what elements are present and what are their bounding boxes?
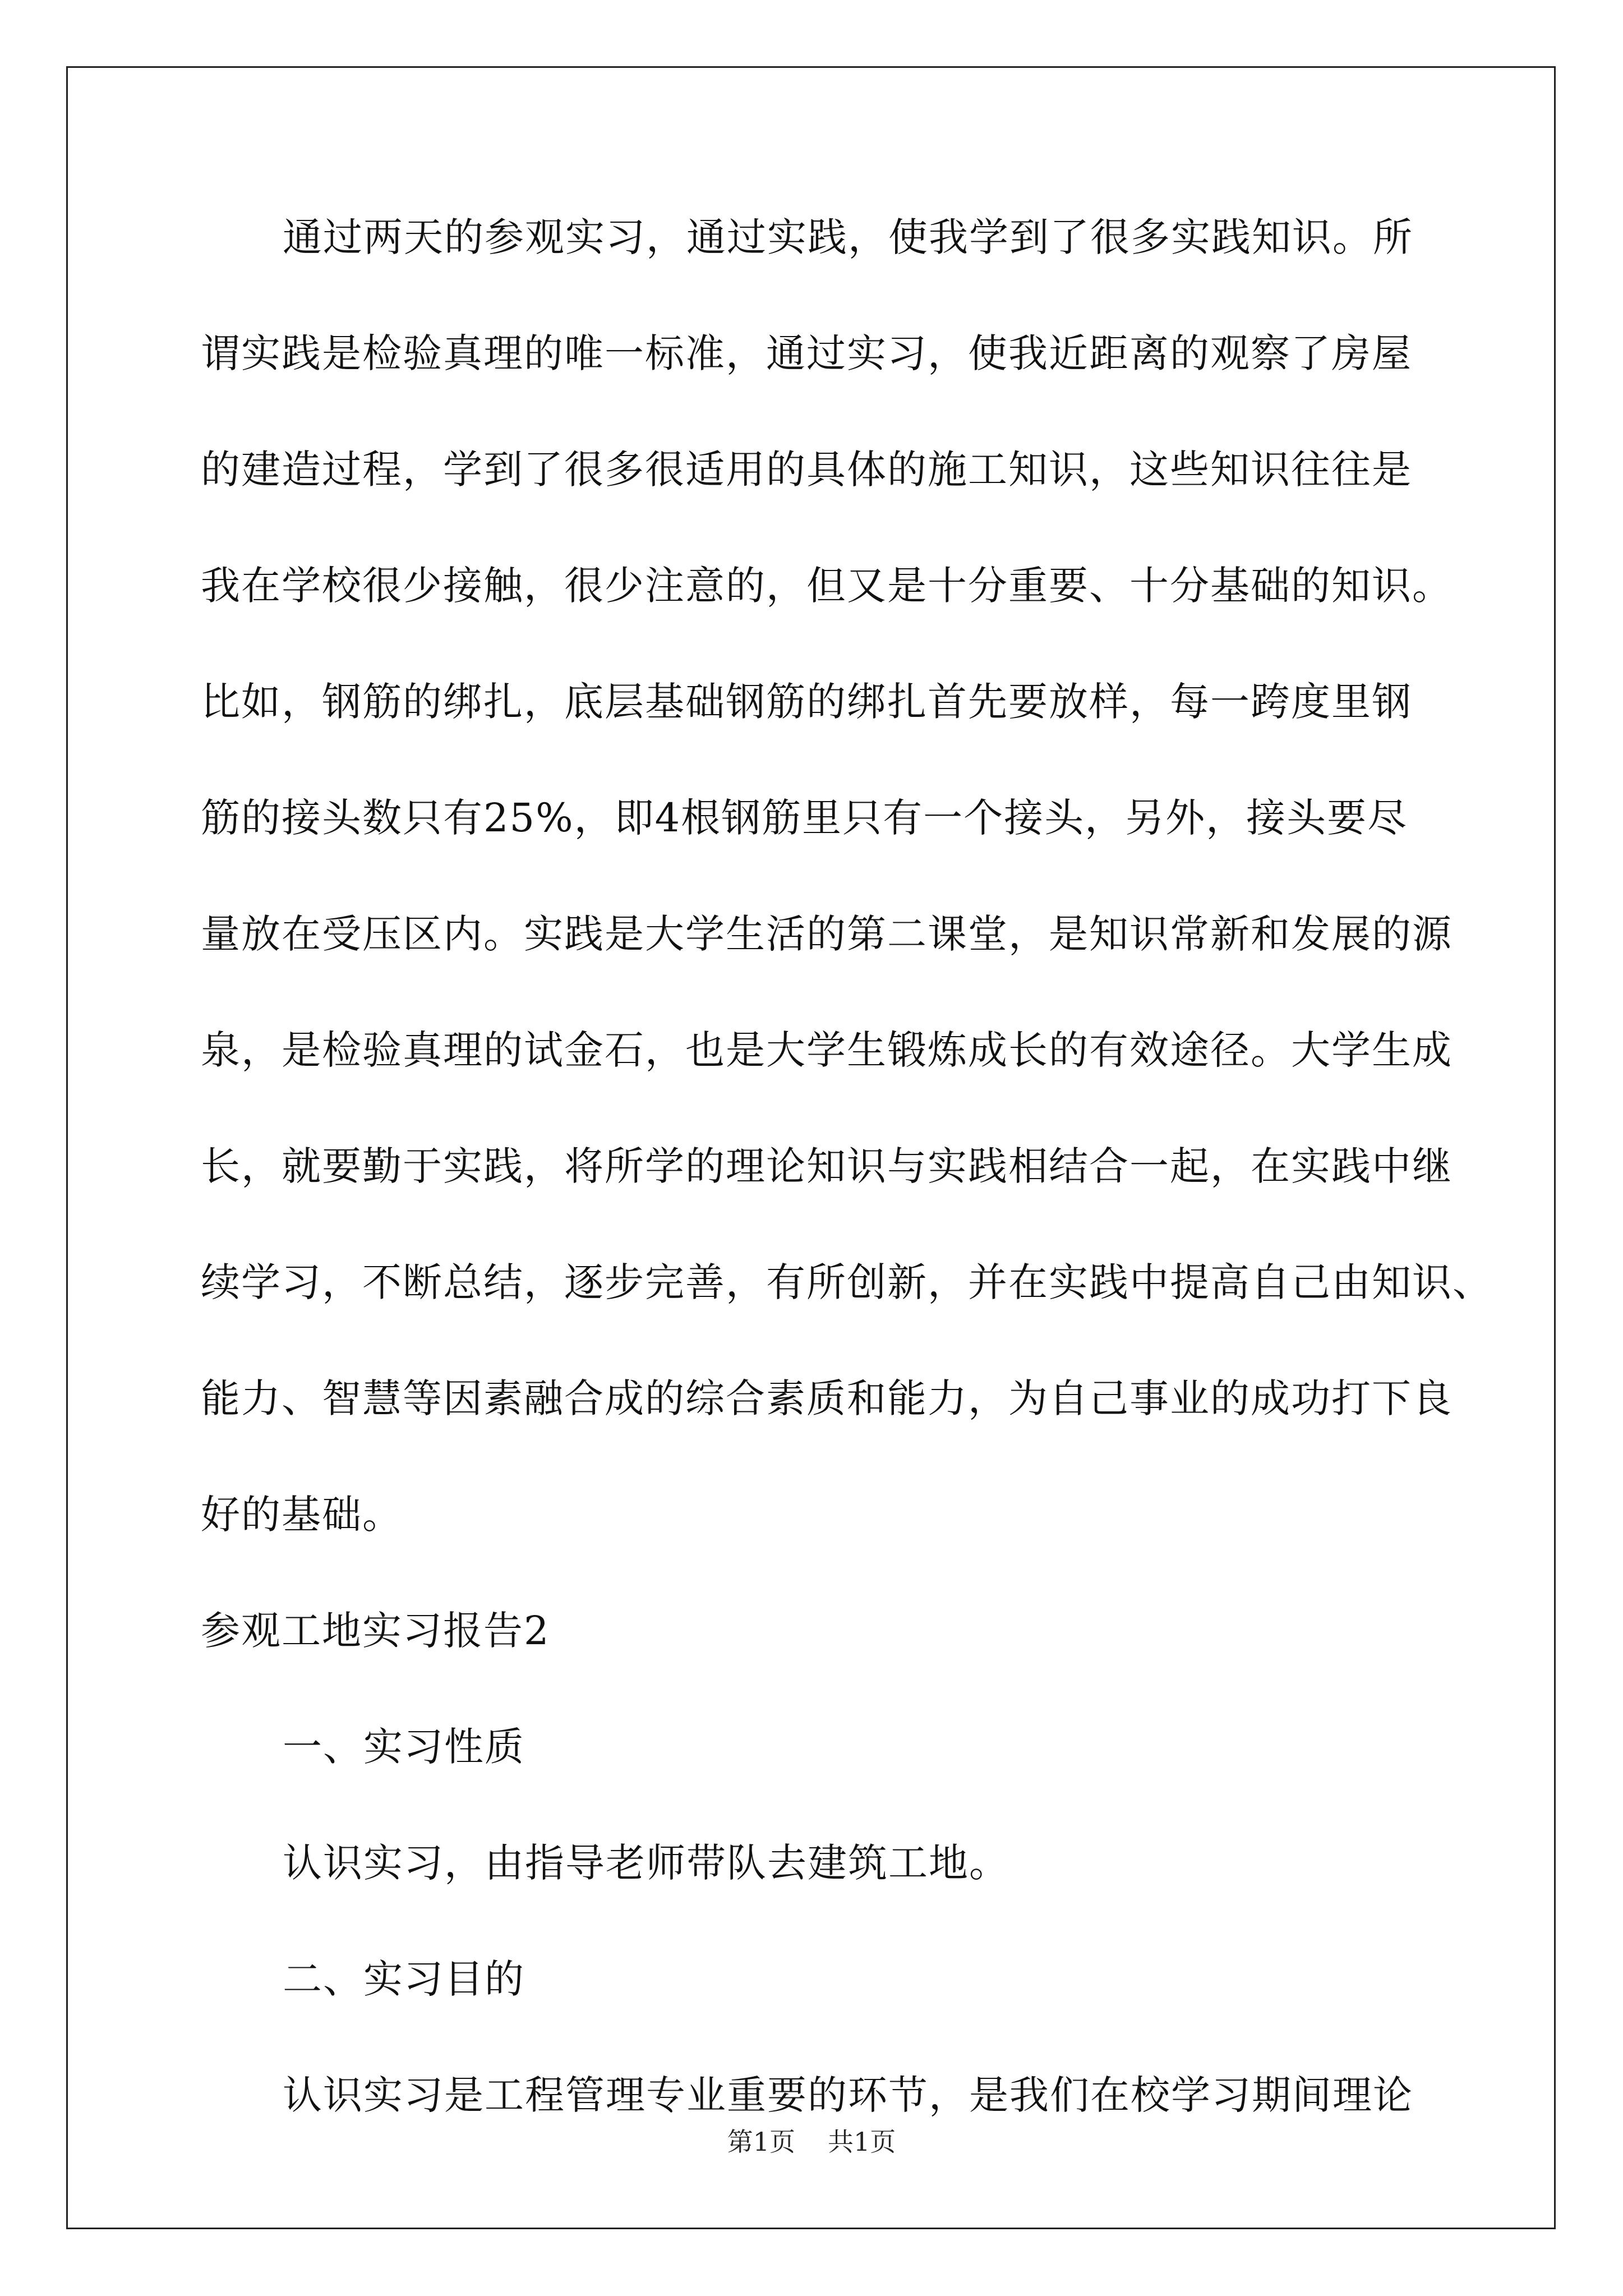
paragraph-line: 续学习，不断总结，逐步完善，有所创新，并在实践中提高自己由知识、 — [201, 1259, 1493, 1305]
paragraph-line: 能力、智慧等因素融合成的综合素质和能力，为自己事业的成功打下良 — [201, 1375, 1453, 1421]
page-total: 共1页 — [828, 2127, 896, 2157]
paragraph-line: 筋的接头数只有25%，即4根钢筋里只有一个接头，另外，接头要尽 — [201, 795, 1408, 841]
document-body — [201, 214, 1493, 2192]
section-heading: 一、实习性质 — [283, 1724, 525, 1770]
section-text: 认识实习，由指导老师带队去建筑工地。 — [283, 1840, 1009, 1886]
paragraph-line: 我在学校很少接触，很少注意的，但又是十分重要、十分基础的知识。 — [201, 563, 1453, 609]
page-footer — [0, 2129, 1623, 2155]
paragraph-line: 通过两天的参观实习，通过实践，使我学到了很多实践知识。所 — [283, 214, 1413, 260]
section-heading: 二、实习目的 — [283, 1956, 525, 2002]
paragraph-line: 好的基础。 — [201, 1492, 403, 1538]
paragraph-line: 比如，钢筋的绑扎，底层基础钢筋的绑扎首先要放样，每一跨度里钢 — [201, 679, 1412, 725]
paragraph-line: 长，就要勤于实践，将所学的理论知识与实践相结合一起，在实践中继 — [201, 1143, 1453, 1189]
paragraph-line: 量放在受压区内。实践是大学生活的第二课堂，是知识常新和发展的源 — [201, 911, 1453, 957]
page-number: 第1页 — [727, 2127, 795, 2157]
paragraph-line: 谓实践是检验真理的唯一标准，通过实习，使我近距离的观察了房屋 — [201, 330, 1412, 376]
report-title: 参观工地实习报告2 — [201, 1608, 550, 1654]
paragraph-line: 的建造过程，学到了很多很适用的具体的施工知识，这些知识往往是 — [201, 447, 1412, 493]
paragraph-line: 泉，是检验真理的试金石，也是大学生锻炼成长的有效途径。大学生成 — [201, 1027, 1453, 1073]
section-text: 认识实习是工程管理专业重要的环节，是我们在校学习期间理论 — [283, 2072, 1413, 2118]
